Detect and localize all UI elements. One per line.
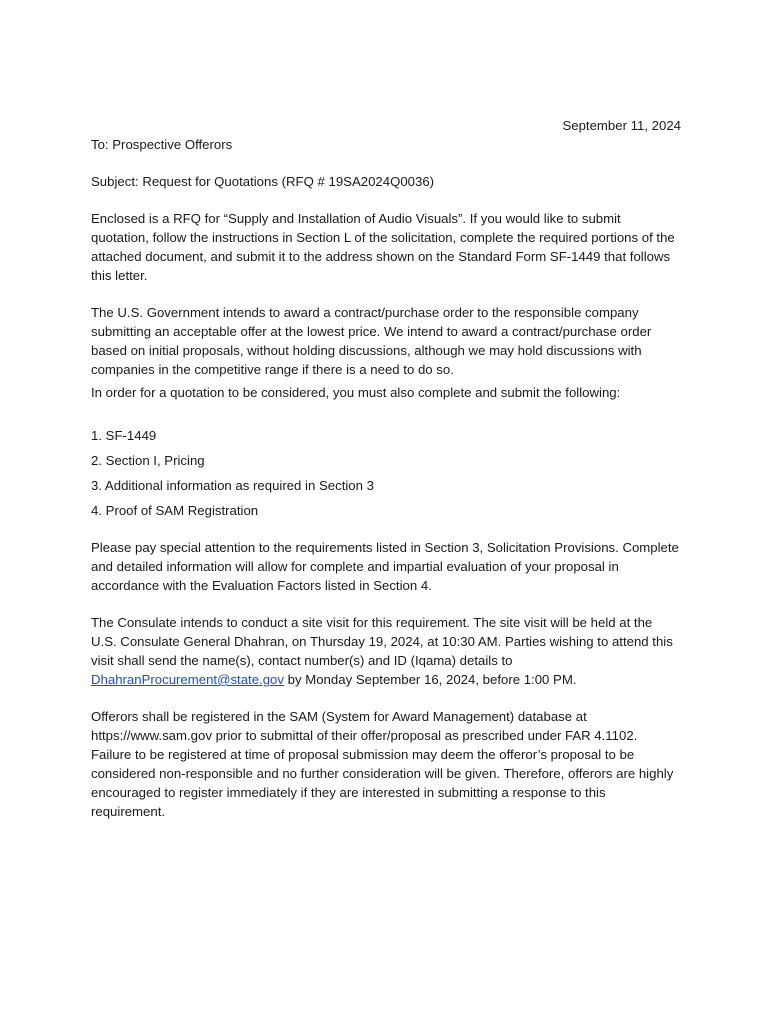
paragraph-requirements-intro: In order for a quotation to be considered, you must also complete and submit the following: [91,385,621,400]
site-visit-text: The Consulate intends to conduct a site visit for this requirement. The site visit will be held at the U.S. Consulate General Dhahran, on Thursday 19, 2024, at 10:30 AM. Parties wishing to attend this visit shall send the name(s), contact number(s) and ID (Iqama) details to [91,615,673,668]
list-item: 2. Section I, Pricing [91,453,205,468]
salutation: To: Prospective Offerors [91,137,233,152]
paragraph-award-intent: The U.S. Government intends to award a contract/purchase order to the responsible company submitting an acceptable offer at the lowest price. We intend to award a contract/purchase order based on initial proposals, without holding discussions, although we may hold discussions with companies in the competitive range if there is a need to do so. [91,305,652,377]
site-visit-deadline: by Monday September 16, 2024, before 1:00 PM. [283,672,577,687]
letter-date: September 11, 2024 [562,118,681,133]
paragraph-rfq-intro: Enclosed is a RFQ for “Supply and Installation of Audio Visuals”. If you would like to submit quotation, follow the instructions in Section L of the solicitation, complete the required portions of the attached document, and submit it to the address shown on the Standard Form SF-1449 that follows this letter. [91,211,675,283]
submission-list [91,426,681,520]
list-item: 4. Proof of SAM Registration [91,503,259,518]
paragraph-sam-registration: Offerors shall be registered in the SAM (System for Award Management) database at https://www.sam.gov prior to submittal of their offer/proposal as prescribed under FAR 4.1102. Failure to be registered at time of proposal submission may deem the offeror’s proposal to be considered non-responsible and no further consideration will be given. Therefore, offerors are highly encouraged to register immediately if they are interested in submitting a response to this requirement. [91,709,674,819]
procurement-email-link[interactable]: DhahranProcurement@state.gov [91,672,284,687]
subject-line: Subject: Request for Quotations (RFQ # 19SA2024Q0036) [91,174,435,189]
letter-body [91,116,681,821]
list-item: 1. SF-1449 [91,428,157,443]
paragraph-special-attention: Please pay special attention to the requirements listed in Section 3, Solicitation Provisions. Complete and detailed information will allow for complete and impartial evaluation of your proposal in accordance with the Evaluation Factors listed in Section 4. [91,540,679,593]
list-item: 3. Additional information as required in Section 3 [91,478,374,493]
paragraph-site-visit [91,613,681,689]
